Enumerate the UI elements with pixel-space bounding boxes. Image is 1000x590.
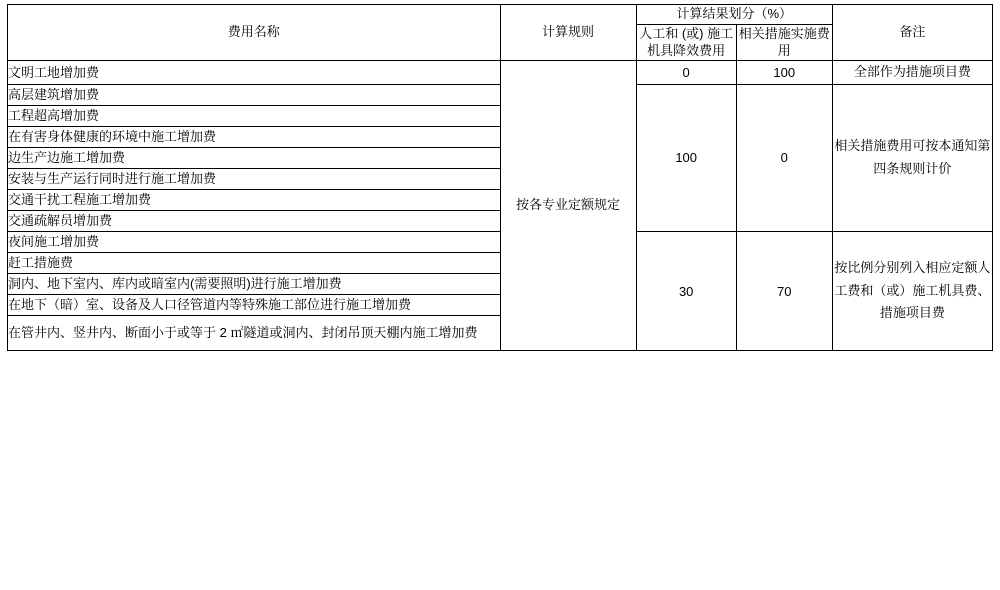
header-row-top: [8, 5, 993, 25]
fee-name-cell: 工程超高增加费: [8, 105, 501, 126]
column-header-remark: 备注: [832, 5, 992, 61]
fee-name-cell: 交通疏解员增加费: [8, 210, 501, 231]
column-header-split-measure: 相关措施实施费用: [736, 24, 832, 60]
fee-name-cell: 文明工地增加费: [8, 60, 501, 84]
column-header-split-group: 计算结果划分（%）: [636, 5, 832, 25]
fee-name-cell: 安装与生产运行同时进行施工增加费: [8, 168, 501, 189]
fee-name-cell: 在地下（暗）室、设备及人口径管道内等特殊施工部位进行施工增加费: [8, 294, 501, 315]
table-body: [8, 60, 993, 351]
document-page: [0, 4, 1000, 590]
calc-rule-cell: 按各专业定额规定: [500, 60, 636, 351]
fee-name-cell: 高层建筑增加费: [8, 84, 501, 105]
fee-name-cell: 在有害身体健康的环境中施工增加费: [8, 126, 501, 147]
split-measure-cell: 70: [736, 231, 832, 351]
fee-name-cell: 在管井内、竖井内、断面小于或等于 2 ㎡隧道或洞内、封闭吊顶天棚内施工增加费: [8, 315, 501, 351]
remark-cell: 相关措施费用可按本通知第四条规则计价: [832, 84, 992, 231]
fee-name-cell: 洞内、地下室内、库内或暗室内(需要照明)进行施工增加费: [8, 273, 501, 294]
column-header-calc-rule: 计算规则: [500, 5, 636, 61]
remark-cell: 按比例分别列入相应定额人工费和（或）施工机具费、措施项目费: [832, 231, 992, 351]
fee-name-cell: 赶工措施费: [8, 252, 501, 273]
fee-name-cell: 交通干扰工程施工增加费: [8, 189, 501, 210]
column-header-split-labor: 人工和 (或) 施工机具降效费用: [636, 24, 736, 60]
split-measure-cell: 0: [736, 84, 832, 231]
column-header-fee-name: 费用名称: [8, 5, 501, 61]
table-header: [8, 5, 993, 61]
remark-cell: 全部作为措施项目费: [832, 60, 992, 84]
table-row: [8, 60, 993, 84]
split-measure-cell: 100: [736, 60, 832, 84]
fee-name-cell: 边生产边施工增加费: [8, 147, 501, 168]
fee-split-table: [7, 4, 993, 351]
fee-name-cell: 夜间施工增加费: [8, 231, 501, 252]
split-labor-cell: 30: [636, 231, 736, 351]
split-labor-cell: 100: [636, 84, 736, 231]
split-labor-cell: 0: [636, 60, 736, 84]
